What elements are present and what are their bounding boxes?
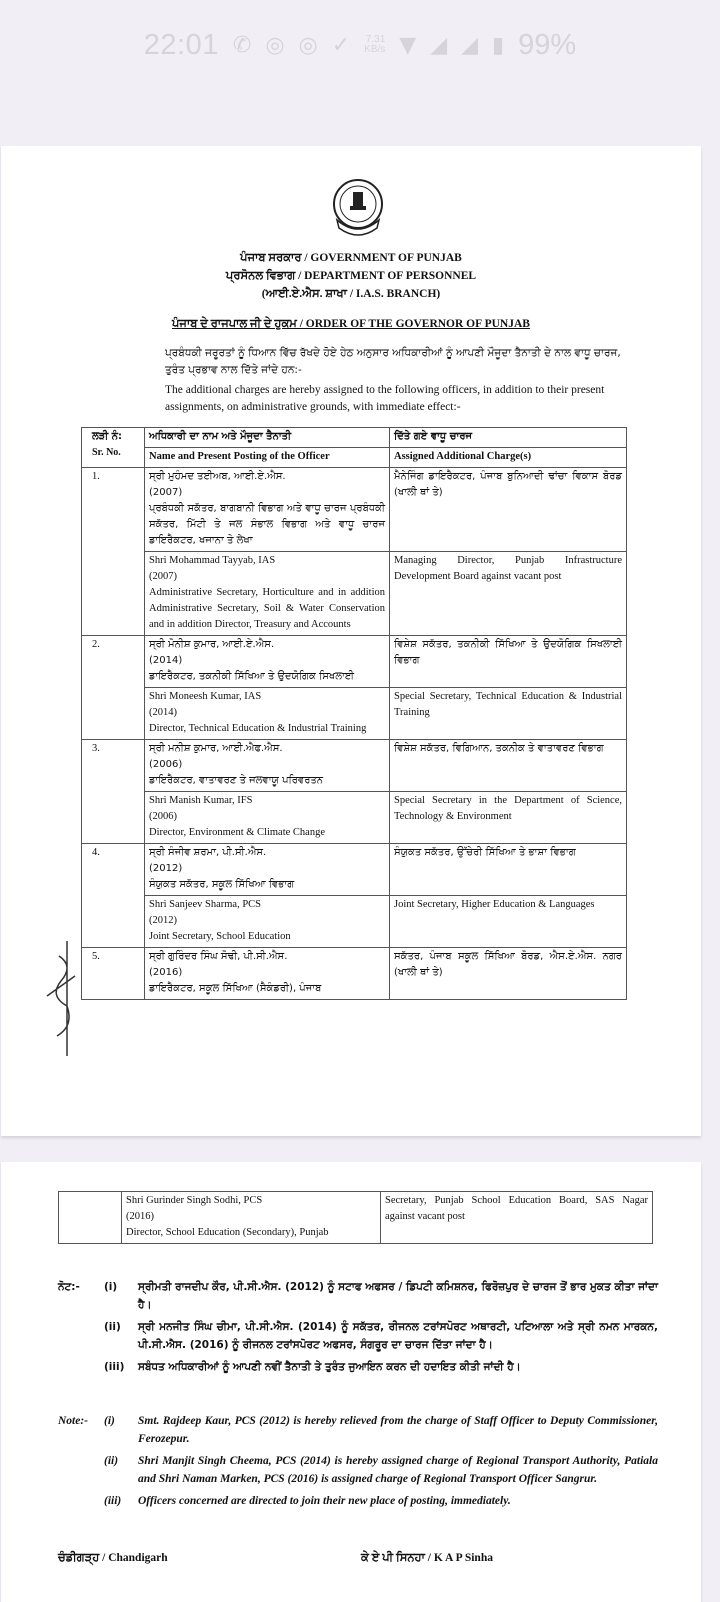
note-item xyxy=(58,1278,658,1314)
table-row xyxy=(82,636,627,688)
note-label-spacer xyxy=(58,1358,104,1376)
charge-english: Special Secretary in the Department of Science, Technology & Environment xyxy=(390,792,627,844)
officer-posting: Administrative Secretary, Horticulture and in addition Administrative Secretary, Soil & Water Conservation and in addition Director, Treasury and Accounts xyxy=(149,587,385,630)
officer-punjabi xyxy=(145,468,390,552)
table-row xyxy=(82,688,627,740)
officer-english xyxy=(122,1192,381,1244)
notes-english xyxy=(58,1412,658,1510)
charge-punjabi: ਵਿਸ਼ੇਸ਼ ਸਕੱਤਰ, ਤਕਨੀਕੀ ਸਿੱਖਿਆ ਤੇ ਉਦਯੋਗਿਕ ਸਿਖਲਾਈ ਵਿਭਾਗ xyxy=(390,636,627,688)
table-row xyxy=(82,792,627,844)
officer-name: ਸ੍ਰੀ ਸੰਜੀਵ ਸ਼ਰਮਾ, ਪੀ.ਸੀ.ਐਸ. xyxy=(149,847,267,858)
officer-posting: ਪ੍ਰਬੰਧਕੀ ਸਕੱਤਰ, ਬਾਗਬਾਨੀ ਵਿਭਾਗ ਅਤੇ ਵਾਧੂ ਚਾਰਜ ਪ੍ਰਬੰਧਕੀ ਸਕੱਤਰ, ਮਿੱਟੀ ਤੇ ਜਲ ਸੰਭਾਲ ਵਿਭਾਗ ਅਤੇ ਵਾਧੂ ਚਾਰਜ ਡਾਇਰੈਕਟਰ, ਖਜਾਨਾ ਤੇ ਲੇਖਾ xyxy=(149,503,385,546)
status-bar xyxy=(0,0,720,90)
table-row xyxy=(59,1192,653,1244)
note-number: (iii) xyxy=(104,1495,122,1507)
wifi-icon: ▼ xyxy=(399,32,417,58)
intro-english-text: The additional charges are hereby assigned to the following officers, in addition to their present assignments, on administrative grounds, with immediate effect:- xyxy=(165,384,605,413)
note-text: ਸ੍ਰੀ ਮਨਜੀਤ ਸਿੰਘ ਚੀਮਾ, ਪੀ.ਸੀ.ਐਸ. (2014) ਨੂੰ ਸਕੱਤਰ, ਰੀਜਨਲ ਟਰਾਂਸਪੋਰਟ ਅਥਾਰਟੀ, ਪਟਿਆਲਾ ਅਤੇ ਸ੍ਰੀ ਨਮਨ ਮਾਰਕਨ, ਪੀ.ਸੀ.ਐਸ. (2016) ਨੂੰ ਰੀਜਨਲ ਟਰਾਂਸਪੋਰਟ ਅਫਸਰ, ਸੰਗਰੂਰ ਦਾ ਚਾਰਜ ਦਿੱਤਾ ਜਾਂਦਾ ਹੈ। xyxy=(138,1321,658,1351)
download-done-icon: ✓ xyxy=(331,32,351,58)
header-sr-no xyxy=(82,428,145,468)
table-row xyxy=(82,844,627,896)
officer-name: Shri Manish Kumar, IFS xyxy=(149,795,253,806)
whatsapp-icon: ✆ xyxy=(232,32,252,58)
signatory: ਕੇ ਏ ਪੀ ਸਿਨਹਾ / K A P Sinha xyxy=(361,1552,493,1564)
note-text: Shri Manjit Singh Cheema, PCS (2014) is hereby assigned charge of Regional Transport Authority, Patiala and Shri Naman Marken, PCS (2016) is assigned charge of Regional Transport Officer Sangrur. xyxy=(138,1455,658,1485)
intro-punjabi-text: ਪ੍ਰਬੰਧਕੀ ਜਰੂਰਤਾਂ ਨੂੰ ਧਿਆਨ ਵਿੱਚ ਰੱਖਦੇ ਹੋਏ ਹੇਠ ਅਨੁਸਾਰ ਅਧਿਕਾਰੀਆਂ ਨੂੰ ਆਪਣੀ ਮੌਜੂਦਾ ਤੈਨਾਤੀ ਦੇ ਨਾਲ ਵਾਧੂ ਚਾਰਜ, ਤੁਰੰਤ ਪ੍ਰਭਾਵ ਨਾਲ ਦਿੱਤੇ ਜਾਂਦੇ ਹਨ:- xyxy=(165,347,621,376)
note-number: (i) xyxy=(104,1415,115,1427)
officer-batch: (2016) xyxy=(126,1211,154,1222)
officer-batch: (2006) xyxy=(149,759,183,770)
row-sr: 2. xyxy=(82,636,145,740)
intro-punjabi xyxy=(87,345,637,379)
notes-punjabi xyxy=(58,1278,658,1376)
officer-posting: Director, School Education (Secondary), Punjab xyxy=(126,1227,329,1238)
officer-name: Shri Gurinder Singh Sodhi, PCS xyxy=(126,1195,263,1206)
instagram-icon: ◎ xyxy=(298,32,318,58)
note-label-spacer xyxy=(58,1492,104,1510)
table-header-row xyxy=(82,448,627,468)
note-number: (i) xyxy=(104,1281,118,1293)
officer-batch: (2006) xyxy=(149,811,177,822)
note-item xyxy=(58,1452,658,1488)
note-number: (iii) xyxy=(104,1361,125,1373)
note-item xyxy=(58,1412,658,1448)
charge-punjabi: ਮੈਨੇਜਿੰਗ ਡਾਇਰੈਕਟਰ, ਪੰਜਾਬ ਬੁਨਿਆਦੀ ਢਾਂਚਾ ਵਿਕਾਸ ਬੋਰਡ (ਖਾਲੀ ਥਾਂ ਤੇ) xyxy=(390,468,627,552)
officer-punjabi xyxy=(145,844,390,896)
officer-name: Shri Mohammad Tayyab, IAS xyxy=(149,555,276,566)
officer-batch: (2016) xyxy=(149,967,183,978)
clock: 22:01 xyxy=(143,28,219,61)
officer-name: Shri Sanjeev Sharma, PCS xyxy=(149,899,261,910)
note-item xyxy=(58,1358,658,1376)
header-sr-pa: ਲੜੀ ਨੰ: xyxy=(92,431,123,442)
officer-batch: (2012) xyxy=(149,915,177,926)
note-text: Officers concerned are directed to join their new place of posting, immediately. xyxy=(138,1495,511,1507)
header-charge-pa: ਦਿੱਤੇ ਗਏ ਵਾਧੂ ਚਾਰਜ xyxy=(390,428,627,448)
table-row xyxy=(82,740,627,792)
officer-punjabi xyxy=(145,948,390,1000)
header-government: ਪੰਜਾਬ ਸਰਕਾਰ / GOVERNMENT OF PUNJAB xyxy=(240,252,462,264)
network-speed-value: 7.31 xyxy=(365,34,386,45)
table-row xyxy=(82,896,627,948)
instagram-icon: ◎ xyxy=(265,32,285,58)
note-number: (ii) xyxy=(104,1321,121,1333)
note-text: ਸਬੰਧਤ ਅਧਿਕਾਰੀਆਂ ਨੂੰ ਆਪਣੀ ਨਵੀਂ ਤੈਨਾਤੀ ਤੇ ਤੁਰੰਤ ਜੁਆਇਨ ਕਰਨ ਦੀ ਹਦਾਇਤ ਕੀਤੀ ਜਾਂਦੀ ਹੈ। xyxy=(138,1361,521,1373)
officer-batch: (2014) xyxy=(149,655,183,666)
officer-posting: Director, Environment & Climate Change xyxy=(149,827,325,838)
note-label: ਨੋਟ:- xyxy=(58,1281,80,1293)
place: ਚੰਡੀਗੜ੍ਹ / Chandigarh xyxy=(58,1552,168,1564)
network-speed xyxy=(364,35,385,55)
officer-name: ਸ੍ਰੀ ਗੁਰਿੰਦਰ ਸਿੰਘ ਸੋਢੀ, ਪੀ.ਸੀ.ਐਸ. xyxy=(149,951,288,962)
header-sr-en: Sr. No. xyxy=(92,447,121,458)
charges-table xyxy=(81,427,627,1000)
header-branch: (ਆਈ.ਏ.ਐਸ. ਸ਼ਾਖਾ / I.A.S. BRANCH) xyxy=(261,288,441,300)
officer-batch: (2007) xyxy=(149,571,177,582)
row-sr: 4. xyxy=(82,844,145,948)
officer-batch: (2007) xyxy=(149,487,183,498)
signal-icon: ◢ xyxy=(461,32,479,58)
officer-english xyxy=(145,552,390,636)
row-sr: 1. xyxy=(82,468,145,636)
officer-punjabi xyxy=(145,740,390,792)
row-sr: 3. xyxy=(82,740,145,844)
header-name-en: Name and Present Posting of the Officer xyxy=(145,448,390,468)
officer-name: Shri Moneesh Kumar, IAS xyxy=(149,691,262,702)
note-label-spacer xyxy=(58,1452,104,1488)
header-department: ਪ੍ਰਸੋਨਲ ਵਿਭਾਗ / DEPARTMENT OF PERSONNEL xyxy=(225,270,477,282)
note-item xyxy=(58,1318,658,1354)
table-row xyxy=(82,468,627,552)
battery-icon: ▮ xyxy=(492,32,505,58)
officer-name: ਸ੍ਰੀ ਮੋਨੀਸ਼ ਕੁਮਾਰ, ਆਈ.ਏ.ਐਸ. xyxy=(149,639,275,650)
charge-english: Joint Secretary, Higher Education & Languages xyxy=(390,896,627,948)
officer-batch: (2012) xyxy=(149,863,183,874)
table-row xyxy=(82,948,627,1000)
state-emblem-icon xyxy=(327,176,389,238)
intro-english xyxy=(87,382,637,416)
officer-name: ਸ੍ਰੀ ਮਨੀਸ਼ ਕੁਮਾਰ, ਆਈ.ਐਫ.ਐਸ. xyxy=(149,743,283,754)
note-number: (ii) xyxy=(104,1455,119,1467)
note-item xyxy=(58,1492,658,1510)
table-row xyxy=(82,552,627,636)
charge-punjabi: ਵਿਸ਼ੇਸ਼ ਸਕੱਤਰ, ਵਿਗਿਆਨ, ਤਕਨੀਕ ਤੇ ਵਾਤਾਵਰਣ ਵਿਭਾਗ xyxy=(390,740,627,792)
officer-batch: (2014) xyxy=(149,707,177,718)
officer-posting: Director, Technical Education & Industrial Training xyxy=(149,723,367,734)
charge-english: Secretary, Punjab School Education Board, SAS Nagar against vacant post xyxy=(381,1192,653,1244)
note-label-spacer xyxy=(58,1318,104,1354)
row-sr-empty xyxy=(59,1192,122,1244)
battery-level: 99% xyxy=(518,28,577,61)
officer-english xyxy=(145,792,390,844)
charge-punjabi: ਸੰਯੁਕਤ ਸਕੱਤਰ, ਉੱਚੇਰੀ ਸਿੱਖਿਆ ਤੇ ਭਾਸ਼ਾ ਵਿਭਾਗ xyxy=(390,844,627,896)
charge-english: Special Secretary, Technical Education & Industrial Training xyxy=(390,688,627,740)
handwritten-signature-stamp xyxy=(39,936,79,1066)
header-name-pa: ਅਧਿਕਾਰੀ ਦਾ ਨਾਮ ਅਤੇ ਮੌਜੂਦਾ ਤੈਨਾਤੀ xyxy=(145,428,390,448)
table-header-row xyxy=(82,428,627,448)
document-page-2 xyxy=(1,1162,701,1602)
charge-english: Managing Director, Punjab Infrastructure Development Board against vacant post xyxy=(390,552,627,636)
officer-posting: ਡਾਇਰੈਕਟਰ, ਸਕੂਲ ਸਿੱਖਿਆ (ਸੈਕੰਡਰੀ), ਪੰਜਾਬ xyxy=(149,983,322,994)
note-text: ਸ੍ਰੀਮਤੀ ਰਾਜਦੀਪ ਕੌਰ, ਪੀ.ਸੀ.ਐਸ. (2012) ਨੂੰ ਸਟਾਫ ਅਫਸਰ / ਡਿਪਟੀ ਕਮਿਸ਼ਨਰ, ਫਿਰੋਜ਼ਪੁਰ ਦੇ ਚਾਰਜ ਤੋਂ ਭਾਰ ਮੁਕਤ ਕੀਤਾ ਜਾਂਦਾ ਹੈ। xyxy=(138,1281,658,1311)
officer-english xyxy=(145,896,390,948)
note-text: Smt. Rajdeep Kaur, PCS (2012) is hereby relieved from the charge of Staff Officer to Deputy Commissioner, Ferozepur. xyxy=(138,1415,658,1445)
signal-icon: ◢ xyxy=(430,32,448,58)
officer-posting: ਸੰਯੁਕਤ ਸਕੱਤਰ, ਸਕੂਲ ਸਿੱਖਿਆ ਵਿਭਾਗ xyxy=(149,879,295,890)
network-speed-unit: KB/s xyxy=(364,44,386,55)
officer-posting: ਡਾਇਰੈਕਟਰ, ਤਕਨੀਕੀ ਸਿੱਖਿਆ ਤੇ ਉਦਯੋਗਿਕ ਸਿਖਲਾਈ xyxy=(149,671,355,682)
note-label: Note:- xyxy=(58,1415,89,1427)
officer-posting: ਡਾਇਰੈਕਟਰ, ਵਾਤਾਵਰਣ ਤੇ ਜਲਵਾਯੂ ਪਰਿਵਰਤਨ xyxy=(149,775,324,786)
order-title: ਪੰਜਾਬ ਦੇ ਰਾਜਪਾਲ ਜੀ ਦੇ ਹੁਕਮ / ORDER OF THE GOVERNOR OF PUNJAB xyxy=(172,318,530,330)
row-sr: 5. xyxy=(82,948,145,1000)
officer-english xyxy=(145,688,390,740)
officer-posting: Joint Secretary, School Education xyxy=(149,931,291,942)
document-page-1 xyxy=(1,146,701,1136)
charges-table-continued xyxy=(58,1191,653,1244)
officer-punjabi xyxy=(145,636,390,688)
officer-name: ਸ੍ਰੀ ਮੁਹੰਮਦ ਤਈਅਬ, ਆਈ.ਏ.ਐਸ. xyxy=(149,471,286,482)
header-charge-en: Assigned Additional Charge(s) xyxy=(390,448,627,468)
charge-punjabi: ਸਕੱਤਰ, ਪੰਜਾਬ ਸਕੂਲ ਸਿੱਖਿਆ ਬੋਰਡ, ਐਸ.ਏ.ਐਸ. ਨਗਰ (ਖਾਲੀ ਥਾਂ ਤੇ) xyxy=(390,948,627,1000)
